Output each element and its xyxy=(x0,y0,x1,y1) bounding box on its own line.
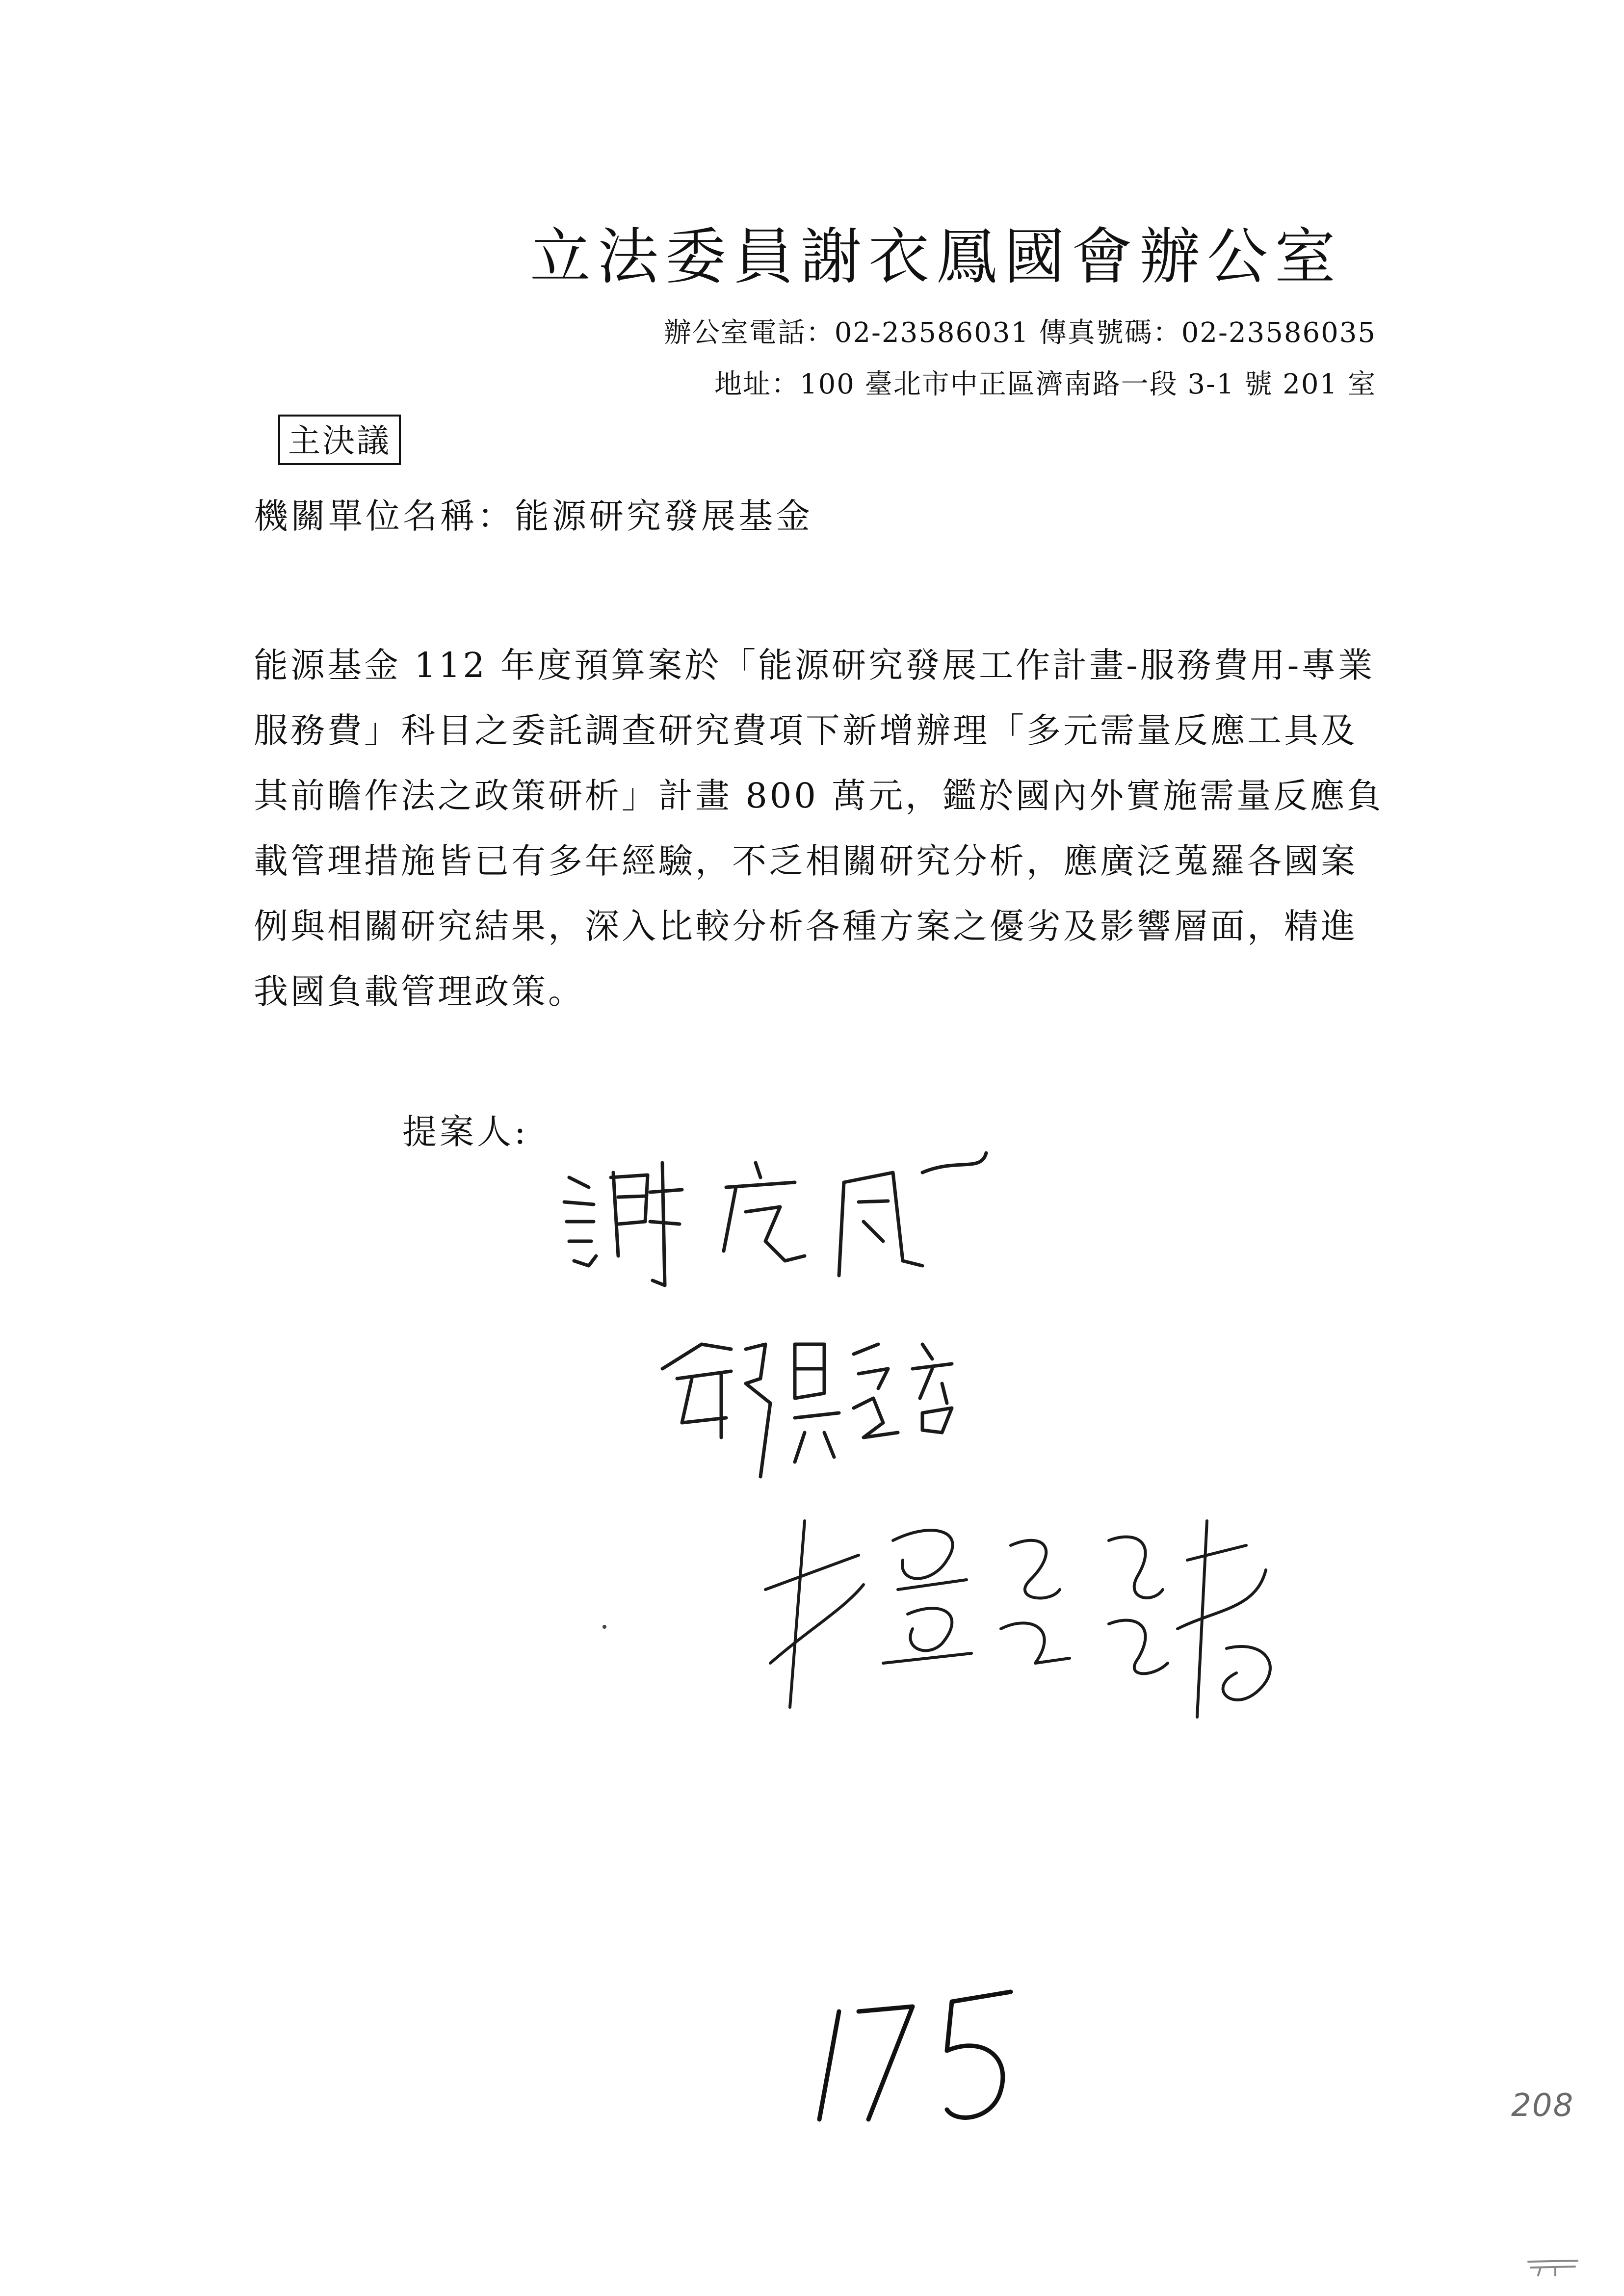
corner-mark xyxy=(1526,2257,1580,2276)
stamp-page-number: 208 xyxy=(1511,2087,1574,2124)
letterhead-phone-fax: 辦公室電話：02-23586031 傳真號碼：02-23586035 xyxy=(663,317,1376,349)
agency-name-line: 機關單位名稱：能源研究發展基金 xyxy=(254,496,813,536)
handwritten-page-number xyxy=(805,1972,1030,2139)
body-line: 能源基金 112 年度預算案於「能源研究發展工作計畫-服務費用-專業 xyxy=(254,645,1375,685)
proposer-label: 提案人: xyxy=(402,1112,529,1152)
signature-3 xyxy=(736,1501,1315,1756)
resolution-body xyxy=(254,633,1384,1024)
letterhead-title: 立法委員謝衣鳳國會辦公室 xyxy=(530,222,1343,292)
body-line: 其前瞻作法之政策研析」計畫 800 萬元，鑑於國內外實施需量反應負 xyxy=(254,776,1384,816)
body-line: 服務費」科目之委託調查研究費項下新增辦理「多元需量反應工具及 xyxy=(254,710,1358,751)
body-line: 我國負載管理政策。 xyxy=(254,971,585,1012)
signature-1 xyxy=(550,1143,1021,1300)
resolution-type-label: 主決議 xyxy=(278,415,401,465)
signature-2 xyxy=(648,1315,1050,1491)
letterhead-address: 地址：100 臺北市中正區濟南路一段 3-1 號 201 室 xyxy=(714,368,1376,400)
scan-speck xyxy=(602,1625,606,1629)
body-line: 載管理措施皆已有多年經驗，不乏相關研究分析，應廣泛蒐羅各國案 xyxy=(254,841,1358,881)
body-line: 例與相關研究結果，深入比較分析各種方案之優劣及影響層面，精進 xyxy=(254,906,1358,946)
